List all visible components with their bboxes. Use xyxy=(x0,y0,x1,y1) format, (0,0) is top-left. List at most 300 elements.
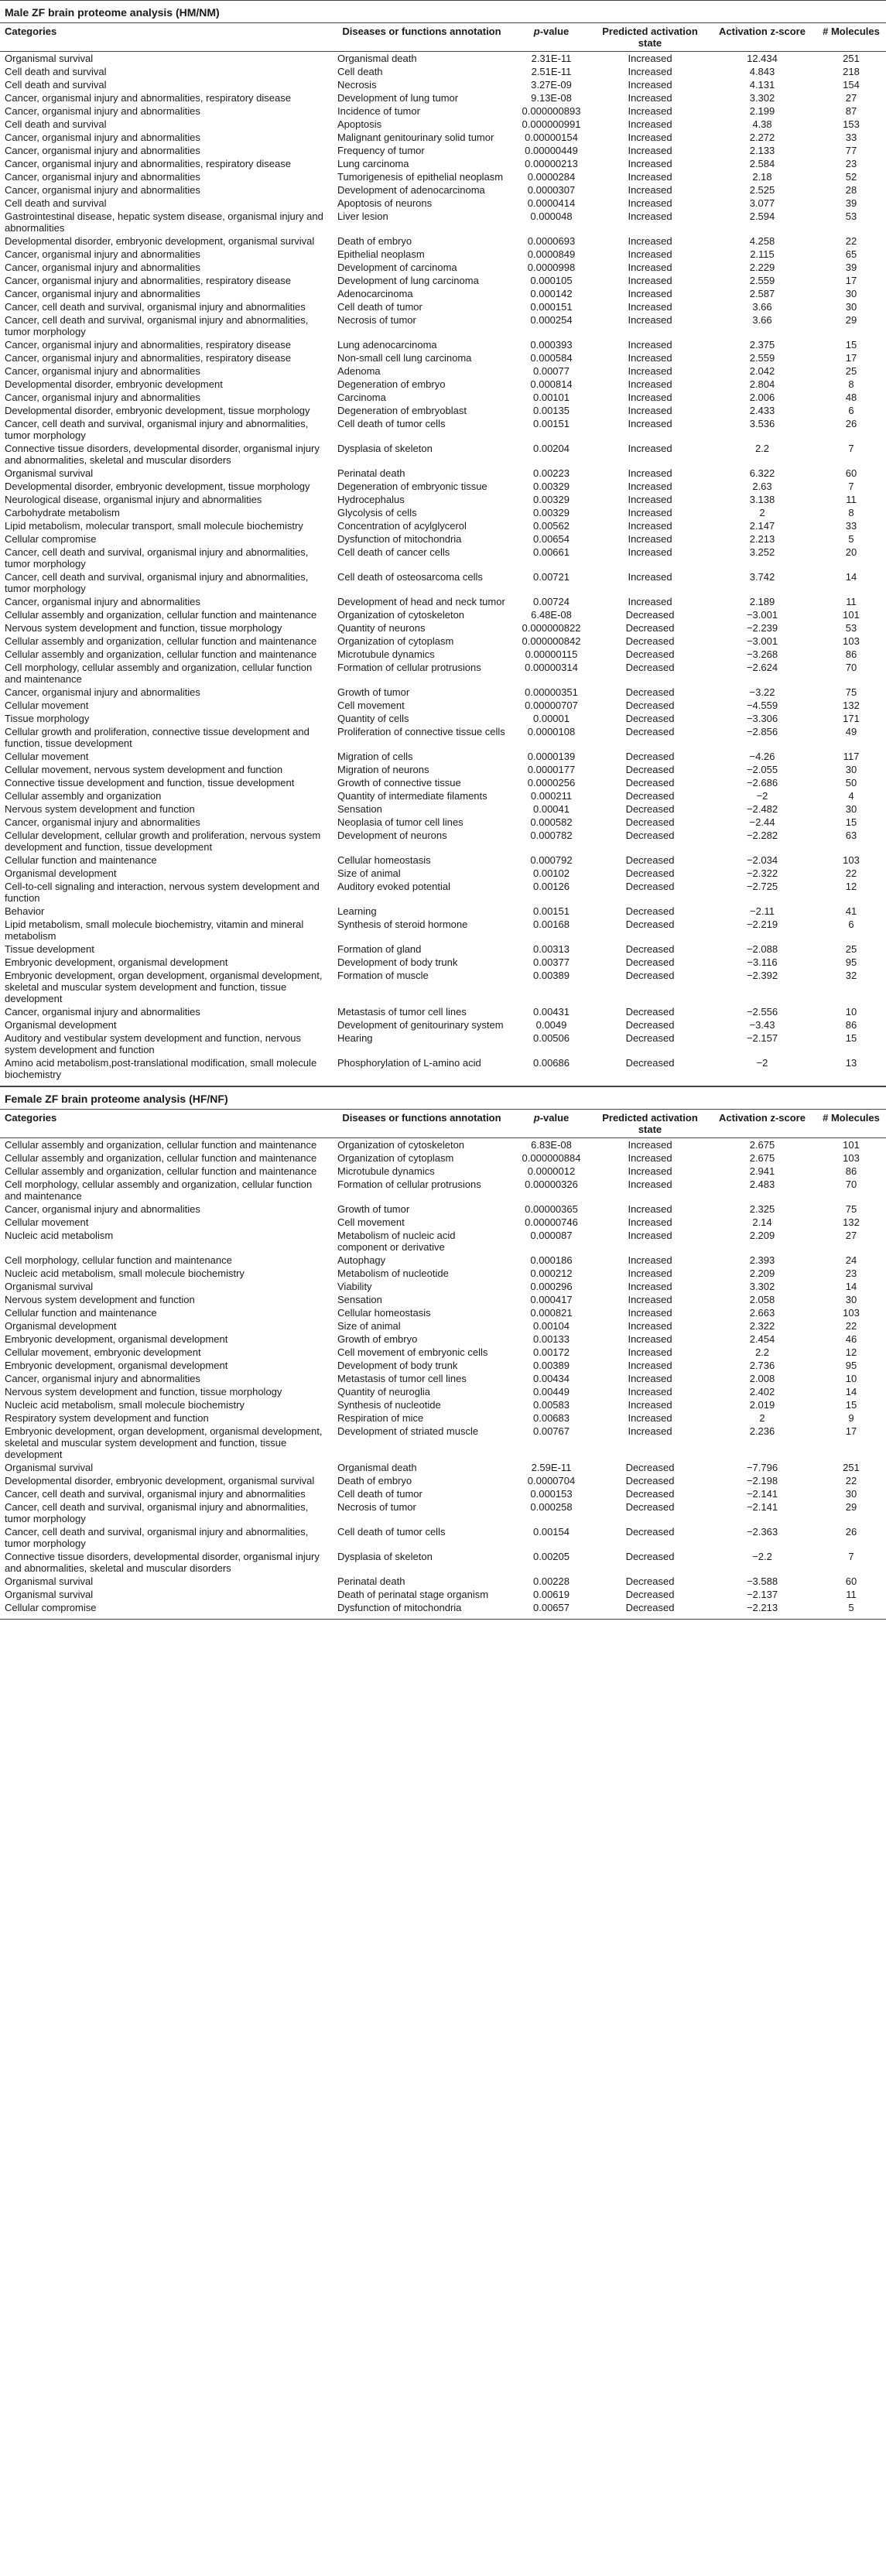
cell-state: Increased xyxy=(628,262,672,273)
cell-category: Nucleic acid metabolism, small molecule biochemistry xyxy=(5,1267,245,1279)
cell-molecules: 52 xyxy=(845,171,857,183)
cell-pvalue: 0.000792 xyxy=(530,854,573,866)
cell-zscore: 3.66 xyxy=(752,314,772,326)
cell-disease: Non-small cell lung carcinoma xyxy=(337,352,472,364)
cell-pvalue: 0.000296 xyxy=(530,1281,573,1292)
cell-state: Increased xyxy=(628,301,672,313)
cell-pvalue: 0.00001 xyxy=(533,713,570,724)
cell-category: Organismal survival xyxy=(5,53,94,64)
cell-state: Decreased xyxy=(625,648,675,660)
cell-category: Gastrointestinal disease, hepatic system disease, organismal injury and abnormalities xyxy=(5,210,323,234)
cell-zscore: 2.213 xyxy=(749,533,775,545)
cell-zscore: 2.272 xyxy=(749,132,775,143)
cell-molecules: 75 xyxy=(845,686,857,698)
cell-category: Cellular assembly and organization, cellular function and maintenance xyxy=(5,635,317,647)
cell-disease: Migration of cells xyxy=(337,751,413,762)
cell-state: Increased xyxy=(628,1412,672,1424)
cell-molecules: 11 xyxy=(846,596,857,607)
cell-zscore: 12.434 xyxy=(747,53,778,64)
cell-molecules: 30 xyxy=(845,288,857,299)
cell-molecules: 12 xyxy=(845,881,857,892)
cell-disease: Cell death of tumor xyxy=(337,1488,422,1500)
cell-zscore: 3.077 xyxy=(749,197,775,209)
cell-pvalue: 0.0000704 xyxy=(527,1475,576,1486)
cell-state: Increased xyxy=(628,132,672,143)
cell-pvalue: 0.00000314 xyxy=(525,662,578,673)
cell-pvalue: 0.00431 xyxy=(533,1006,570,1018)
table-row xyxy=(0,170,886,183)
cell-disease: Formation of cellular protrusions xyxy=(337,662,481,673)
cell-state: Increased xyxy=(628,210,672,222)
cell-zscore: −3.001 xyxy=(746,609,778,621)
cell-zscore: −3.001 xyxy=(746,635,778,647)
cell-pvalue: 3.27E-09 xyxy=(531,79,572,91)
cell-category: Cellular function and maintenance xyxy=(5,854,157,866)
cell-pvalue: 0.00686 xyxy=(533,1057,570,1069)
cell-pvalue: 0.000000842 xyxy=(522,635,581,647)
cell-disease: Development of lung carcinoma xyxy=(337,275,479,286)
cell-zscore: −2.482 xyxy=(746,803,778,815)
cell-molecules: 10 xyxy=(845,1373,857,1384)
table-row xyxy=(0,1601,886,1614)
cell-pvalue: 0.00104 xyxy=(533,1320,570,1332)
cell-zscore: −2 xyxy=(756,790,768,802)
cell-molecules: 14 xyxy=(845,571,857,583)
cell-zscore: −7.796 xyxy=(746,1462,778,1473)
cell-pvalue: 0.00102 xyxy=(533,867,570,879)
cell-disease: Cellular homeostasis xyxy=(337,1307,431,1319)
table-row xyxy=(0,480,886,493)
cell-molecules: 30 xyxy=(845,301,857,313)
cell-pvalue: 0.0000307 xyxy=(527,184,576,196)
cell-molecules: 53 xyxy=(845,210,857,222)
header-pvalue-italic: p xyxy=(533,26,540,37)
cell-category: Cancer, organismal injury and abnormalities xyxy=(5,171,200,183)
cell-disease: Quantity of neuroglia xyxy=(337,1386,430,1397)
table-row xyxy=(0,712,886,725)
cell-zscore: −2.2 xyxy=(752,1551,772,1562)
cell-disease: Hearing xyxy=(337,1032,373,1044)
cell-category: Organismal development xyxy=(5,1019,117,1031)
table-row xyxy=(0,1306,886,1319)
cell-zscore: 2.209 xyxy=(749,1267,775,1279)
table-row xyxy=(0,1372,886,1385)
cell-zscore: −2.322 xyxy=(746,867,778,879)
cell-category: Cancer, organismal injury and abnormalities, respiratory disease xyxy=(5,275,291,286)
cell-disease: Synthesis of nucleotide xyxy=(337,1399,441,1411)
cell-state: Decreased xyxy=(625,1488,675,1500)
table-row xyxy=(0,816,886,829)
cell-category: Cellular growth and proliferation, connective tissue development and function, tissue development xyxy=(5,726,310,749)
cell-disease: Cell death of tumor xyxy=(337,301,422,313)
table-row xyxy=(0,183,886,197)
cell-state: Decreased xyxy=(625,1006,675,1018)
cell-pvalue: 0.000186 xyxy=(530,1254,573,1266)
table-row xyxy=(0,313,886,338)
cell-disease: Lung carcinoma xyxy=(337,158,409,169)
cell-disease: Quantity of cells xyxy=(337,713,409,724)
table-row xyxy=(0,1346,886,1359)
cell-state: Decreased xyxy=(625,751,675,762)
cell-disease: Migration of neurons xyxy=(337,764,429,775)
cell-state: Increased xyxy=(628,418,672,429)
cell-state: Increased xyxy=(628,378,672,390)
header-state: Predicted activation state xyxy=(592,1110,708,1138)
table-row xyxy=(0,621,886,635)
cell-category: Cellular compromise xyxy=(5,533,97,545)
table-row xyxy=(0,956,886,969)
cell-zscore: 3.66 xyxy=(752,301,772,313)
cell-pvalue: 0.000153 xyxy=(530,1488,573,1500)
cell-pvalue: 0.00377 xyxy=(533,956,570,968)
cell-pvalue: 0.000782 xyxy=(530,830,573,841)
cell-category: Carbohydrate metabolism xyxy=(5,507,120,518)
cell-category: Cancer, organismal injury and abnormalities xyxy=(5,365,200,377)
table-row xyxy=(0,78,886,91)
cell-category: Cellular assembly and organization xyxy=(5,790,162,802)
cell-disease: Cell death of osteosarcoma cells xyxy=(337,571,483,583)
cell-disease: Degeneration of embryoblast xyxy=(337,405,467,416)
cell-state: Increased xyxy=(628,533,672,545)
cell-pvalue: 0.00313 xyxy=(533,943,570,955)
table-row xyxy=(0,91,886,104)
cell-state: Increased xyxy=(628,235,672,247)
cell-molecules: 26 xyxy=(845,1526,857,1538)
cell-disease: Development of striated muscle xyxy=(337,1425,479,1437)
cell-molecules: 48 xyxy=(845,392,857,403)
cell-pvalue: 0.00000154 xyxy=(525,132,578,143)
cell-molecules: 171 xyxy=(843,713,860,724)
cell-pvalue: 0.000582 xyxy=(530,816,573,828)
cell-molecules: 50 xyxy=(845,777,857,789)
table-row xyxy=(0,905,886,918)
cell-state: Increased xyxy=(628,288,672,299)
cell-molecules: 86 xyxy=(845,1019,857,1031)
table-row xyxy=(0,1202,886,1216)
male-table-body xyxy=(0,52,886,1082)
cell-molecules: 11 xyxy=(846,494,857,505)
cell-category: Nervous system development and function, tissue morphology xyxy=(5,1386,282,1397)
cell-category: Nucleic acid metabolism xyxy=(5,1230,114,1241)
cell-category: Cell morphology, cellular function and maintenance xyxy=(5,1254,232,1266)
cell-category: Cancer, cell death and survival, organismal injury and abnormalities, tumor morphology xyxy=(5,314,309,337)
cell-zscore: 2.663 xyxy=(749,1307,775,1319)
cell-state: Increased xyxy=(628,1307,672,1319)
cell-category: Organismal survival xyxy=(5,1281,94,1292)
cell-zscore: −2.725 xyxy=(746,881,778,892)
cell-state: Increased xyxy=(628,1216,672,1228)
cell-disease: Formation of muscle xyxy=(337,970,429,981)
cell-category: Developmental disorder, embryonic development, organismal survival xyxy=(5,1475,315,1486)
cell-molecules: 9 xyxy=(848,1412,854,1424)
cell-zscore: 2.199 xyxy=(749,105,775,117)
table-row xyxy=(0,750,886,763)
header-diseases: Diseases or functions annotation xyxy=(333,1110,511,1138)
cell-molecules: 17 xyxy=(845,352,857,364)
cell-zscore: 2.147 xyxy=(749,520,775,532)
cell-molecules: 33 xyxy=(845,520,857,532)
table-row xyxy=(0,364,886,378)
cell-zscore: −2.11 xyxy=(750,905,775,917)
table-row xyxy=(0,506,886,519)
cell-molecules: 22 xyxy=(845,867,857,879)
cell-molecules: 39 xyxy=(845,262,857,273)
cell-state: Decreased xyxy=(625,1501,675,1513)
cell-disease: Development of carcinoma xyxy=(337,262,457,273)
female-section-title: Female ZF brain proteome analysis (HF/NF) xyxy=(0,1086,886,1110)
cell-state: Increased xyxy=(628,1320,672,1332)
table-row xyxy=(0,1525,886,1550)
table-row xyxy=(0,1165,886,1178)
cell-pvalue: 0.00434 xyxy=(533,1373,570,1384)
cell-pvalue: 0.00562 xyxy=(533,520,570,532)
table-row xyxy=(0,532,886,546)
cell-molecules: 154 xyxy=(843,79,860,91)
cell-state: Increased xyxy=(628,467,672,479)
cell-pvalue: 0.0000998 xyxy=(527,262,576,273)
cell-category: Cell death and survival xyxy=(5,118,107,130)
cell-pvalue: 0.00168 xyxy=(533,919,570,930)
cell-state: Decreased xyxy=(625,609,675,621)
cell-category: Nervous system development and function xyxy=(5,803,195,815)
cell-pvalue: 0.00223 xyxy=(533,467,570,479)
table-row xyxy=(0,1550,886,1575)
table-row xyxy=(0,1500,886,1525)
cell-disease: Cell death xyxy=(337,66,383,77)
cell-state: Decreased xyxy=(625,905,675,917)
cell-category: Cancer, organismal injury and abnormalities xyxy=(5,596,200,607)
cell-molecules: 23 xyxy=(845,1267,857,1279)
table-row xyxy=(0,1319,886,1332)
cell-disease: Perinatal death xyxy=(337,467,405,479)
cell-disease: Carcinoma xyxy=(337,392,386,403)
cell-zscore: 2.058 xyxy=(749,1294,775,1305)
cell-disease: Quantity of neurons xyxy=(337,622,426,634)
cell-disease: Frequency of tumor xyxy=(337,145,425,156)
cell-molecules: 5 xyxy=(848,533,854,545)
cell-disease: Formation of cellular protrusions xyxy=(337,1179,481,1190)
cell-molecules: 12 xyxy=(845,1346,857,1358)
cell-category: Organismal survival xyxy=(5,467,94,479)
table-row xyxy=(0,131,886,144)
cell-disease: Cell death of tumor cells xyxy=(337,418,446,429)
cell-disease: Development of head and neck tumor xyxy=(337,596,505,607)
cell-state: Decreased xyxy=(625,1526,675,1538)
cell-zscore: −2.392 xyxy=(746,970,778,981)
cell-pvalue: 0.00000351 xyxy=(525,686,578,698)
cell-category: Tissue morphology xyxy=(5,713,90,724)
table-row xyxy=(0,144,886,157)
cell-zscore: 2.189 xyxy=(749,596,775,607)
table-row xyxy=(0,1280,886,1293)
cell-category: Organismal survival xyxy=(5,1575,94,1587)
cell-zscore: 2.559 xyxy=(749,352,775,364)
cell-state: Decreased xyxy=(625,713,675,724)
table-row xyxy=(0,608,886,621)
cell-disease: Organismal death xyxy=(337,1462,417,1473)
cell-zscore: −3.306 xyxy=(746,713,778,724)
cell-molecules: 15 xyxy=(845,1399,857,1411)
cell-category: Cancer, organismal injury and abnormalities xyxy=(5,184,200,196)
cell-disease: Cell movement xyxy=(337,1216,405,1228)
cell-pvalue: 0.000142 xyxy=(530,288,573,299)
table-row xyxy=(0,1229,886,1254)
cell-zscore: −2.856 xyxy=(746,726,778,737)
cell-molecules: 15 xyxy=(845,1032,857,1044)
cell-pvalue: 0.00000326 xyxy=(525,1179,578,1190)
cell-disease: Degeneration of embryonic tissue xyxy=(337,481,487,492)
cell-disease: Organization of cytoskeleton xyxy=(337,1139,465,1151)
table-row xyxy=(0,1359,886,1372)
cell-molecules: 77 xyxy=(845,145,857,156)
cell-molecules: 46 xyxy=(845,1333,857,1345)
cell-disease: Sensation xyxy=(337,1294,382,1305)
cell-disease: Concentration of acylglycerol xyxy=(337,520,467,532)
cell-molecules: 28 xyxy=(845,184,857,196)
table-row xyxy=(0,1425,886,1461)
cell-pvalue: 0.00683 xyxy=(533,1412,570,1424)
cell-state: Increased xyxy=(628,1230,672,1241)
cell-zscore: 2.209 xyxy=(749,1230,775,1241)
cell-pvalue: 0.00205 xyxy=(533,1551,570,1562)
header-molecules: # Molecules xyxy=(816,23,886,52)
header-zscore: Activation z-score xyxy=(708,23,816,52)
cell-category: Connective tissue development and function, tissue development xyxy=(5,777,295,789)
cell-category: Lipid metabolism, molecular transport, small molecule biochemistry xyxy=(5,520,303,532)
cell-disease: Autophagy xyxy=(337,1254,386,1266)
cell-state: Decreased xyxy=(625,970,675,981)
cell-disease: Microtubule dynamics xyxy=(337,1165,435,1177)
cell-category: Amino acid metabolism,post-translational modification, small molecule biochemistry xyxy=(5,1057,317,1080)
cell-pvalue: 0.00661 xyxy=(533,546,570,558)
cell-zscore: −2.198 xyxy=(746,1475,778,1486)
cell-zscore: −3.116 xyxy=(747,956,778,968)
cell-molecules: 14 xyxy=(845,1386,857,1397)
cell-category: Cancer, organismal injury and abnormalities xyxy=(5,262,200,273)
cell-disease: Development of neurons xyxy=(337,830,447,841)
cell-state: Increased xyxy=(628,171,672,183)
cell-zscore: 6.322 xyxy=(749,467,775,479)
cell-zscore: 2.322 xyxy=(749,1320,775,1332)
table-row xyxy=(0,234,886,248)
cell-state: Increased xyxy=(628,494,672,505)
cell-molecules: 20 xyxy=(845,546,857,558)
cell-zscore: 2.675 xyxy=(749,1139,775,1151)
cell-pvalue: 0.0000693 xyxy=(527,235,576,247)
cell-pvalue: 0.0000108 xyxy=(527,726,576,737)
table-row xyxy=(0,197,886,210)
cell-state: Decreased xyxy=(625,790,675,802)
cell-state: Decreased xyxy=(625,854,675,866)
cell-pvalue: 0.00389 xyxy=(533,1360,570,1371)
cell-molecules: 23 xyxy=(845,158,857,169)
cell-zscore: 2.236 xyxy=(749,1425,775,1437)
cell-pvalue: 0.000151 xyxy=(530,301,573,313)
cell-state: Decreased xyxy=(625,816,675,828)
cell-category: Cancer, organismal injury and abnormalities xyxy=(5,1006,200,1018)
cell-zscore: 2.229 xyxy=(749,262,775,273)
table-row xyxy=(0,635,886,648)
cell-category: Cancer, cell death and survival, organismal injury and abnormalities, tumor morphology xyxy=(5,546,309,570)
cell-disease: Viability xyxy=(337,1281,372,1292)
cell-category: Nervous system development and function, tissue morphology xyxy=(5,622,282,634)
cell-molecules: 86 xyxy=(845,648,857,660)
cell-pvalue: 0.00329 xyxy=(533,481,570,492)
cell-zscore: −2.363 xyxy=(746,1526,778,1538)
cell-zscore: −2.055 xyxy=(746,764,778,775)
cell-category: Cancer, organismal injury and abnormalities xyxy=(5,248,200,260)
cell-disease: Proliferation of connective tissue cells xyxy=(337,726,505,737)
table-row xyxy=(0,378,886,391)
cell-category: Cellular movement xyxy=(5,751,89,762)
table-row xyxy=(0,1487,886,1500)
cell-category: Developmental disorder, embryonic development, tissue morphology xyxy=(5,481,310,492)
header-state: Predicted activation state xyxy=(592,23,708,52)
cell-molecules: 251 xyxy=(843,53,860,64)
cell-state: Increased xyxy=(628,1360,672,1371)
cell-pvalue: 0.00619 xyxy=(533,1589,570,1600)
cell-molecules: 65 xyxy=(845,248,857,260)
cell-state: Decreased xyxy=(625,1475,675,1486)
table-row xyxy=(0,648,886,661)
cell-zscore: −3.43 xyxy=(749,1019,775,1031)
cell-category: Nervous system development and function xyxy=(5,1294,195,1305)
cell-molecules: 29 xyxy=(845,314,857,326)
cell-category: Developmental disorder, embryonic development, organismal survival xyxy=(5,235,315,247)
cell-zscore: 2 xyxy=(759,507,765,518)
cell-molecules: 30 xyxy=(845,1294,857,1305)
cell-state: Increased xyxy=(628,339,672,351)
cell-state: Decreased xyxy=(625,803,675,815)
cell-state: Decreased xyxy=(625,777,675,789)
cell-molecules: 24 xyxy=(845,1254,857,1266)
cell-category: Respiratory system development and function xyxy=(5,1412,209,1424)
cell-molecules: 103 xyxy=(843,1152,860,1164)
cell-zscore: −2.213 xyxy=(746,1602,778,1613)
cell-molecules: 132 xyxy=(843,1216,860,1228)
table-row xyxy=(0,104,886,118)
cell-disease: Development of genitourinary system xyxy=(337,1019,504,1031)
cell-pvalue: 2.51E-11 xyxy=(531,66,572,77)
cell-pvalue: 0.000417 xyxy=(530,1294,573,1305)
cell-pvalue: 0.00101 xyxy=(533,392,570,403)
cell-molecules: 11 xyxy=(846,1589,857,1600)
cell-state: Decreased xyxy=(625,867,675,879)
cell-zscore: 4.843 xyxy=(749,66,775,77)
cell-zscore: 2.736 xyxy=(749,1360,775,1371)
cell-category: Cellular compromise xyxy=(5,1602,97,1613)
cell-disease: Cell death of cancer cells xyxy=(337,546,450,558)
cell-category: Embryonic development, organismal development xyxy=(5,1333,228,1345)
cell-molecules: 25 xyxy=(845,365,857,377)
table-row xyxy=(0,776,886,789)
cell-state: Increased xyxy=(628,53,672,64)
cell-disease: Growth of tumor xyxy=(337,686,410,698)
cell-disease: Size of animal xyxy=(337,867,401,879)
header-diseases: Diseases or functions annotation xyxy=(333,23,511,52)
cell-category: Cellular assembly and organization, cellular function and maintenance xyxy=(5,1139,317,1151)
cell-pvalue: 0.00389 xyxy=(533,970,570,981)
header-zscore: Activation z-score xyxy=(708,1110,816,1138)
cell-state: Increased xyxy=(628,275,672,286)
cell-disease: Malignant genitourinary solid tumor xyxy=(337,132,494,143)
cell-category: Cancer, cell death and survival, organismal injury and abnormalities xyxy=(5,1488,306,1500)
cell-disease: Necrosis of tumor xyxy=(337,314,416,326)
cell-molecules: 103 xyxy=(843,854,860,866)
female-table-body xyxy=(0,1138,886,1615)
table-row xyxy=(0,442,886,467)
table-row xyxy=(0,1056,886,1081)
